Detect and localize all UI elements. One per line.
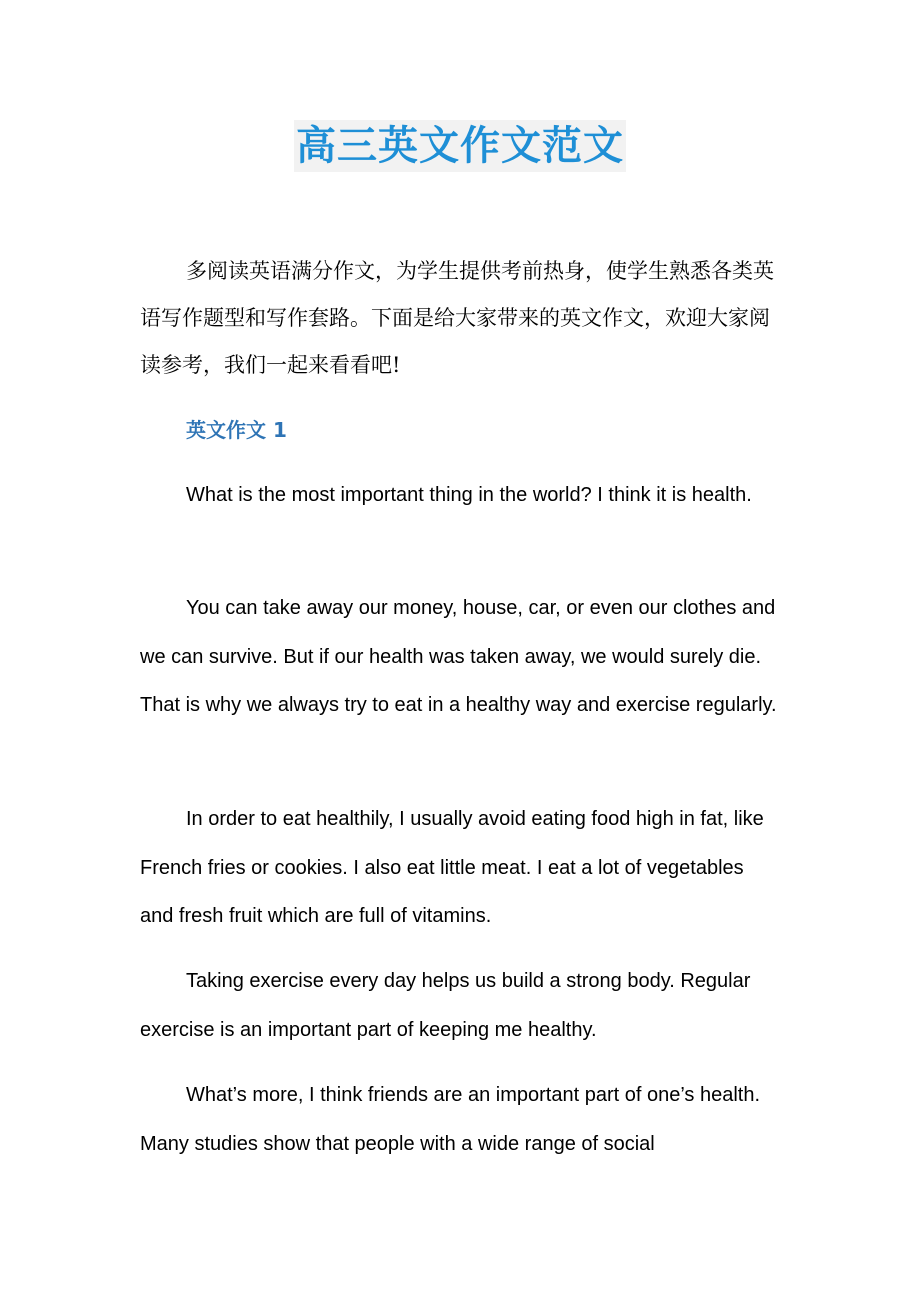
intro-paragraph: 多阅读英语满分作文，为学生提供考前热身，使学生熟悉各类英语写作题型和写作套路。下面是给大家带来的英文作文，欢迎大家阅读参考，我们一起来看看吧! xyxy=(140,259,774,377)
paragraph-5: What’s more, I think friends are an important part of one’s health. Many studies show that people with a wide range of social xyxy=(140,1084,761,1155)
paragraph-1: What is the most important thing in the world? I think it is health. xyxy=(186,484,752,506)
paragraph-4: Taking exercise every day helps us build a strong body. Regular exercise is an important part of keeping me healthy. xyxy=(140,970,751,1041)
title-container xyxy=(0,120,920,172)
document-title: 高三英文作文范文 xyxy=(294,120,626,172)
section-heading: 英文作文 1 xyxy=(186,418,287,442)
paragraph-3: In order to eat healthily, I usually avoid eating food high in fat, like French fries or cookies. I also eat little meat. I eat a lot of vegetables and fresh fruit which are full of vitamins. xyxy=(140,808,764,927)
paragraph-2: You can take away our money, house, car, or even our clothes and we can survive. But if our health was taken away, we would surely die. That is why we always try to eat in a healthy way and exercise regularly. xyxy=(140,597,777,716)
